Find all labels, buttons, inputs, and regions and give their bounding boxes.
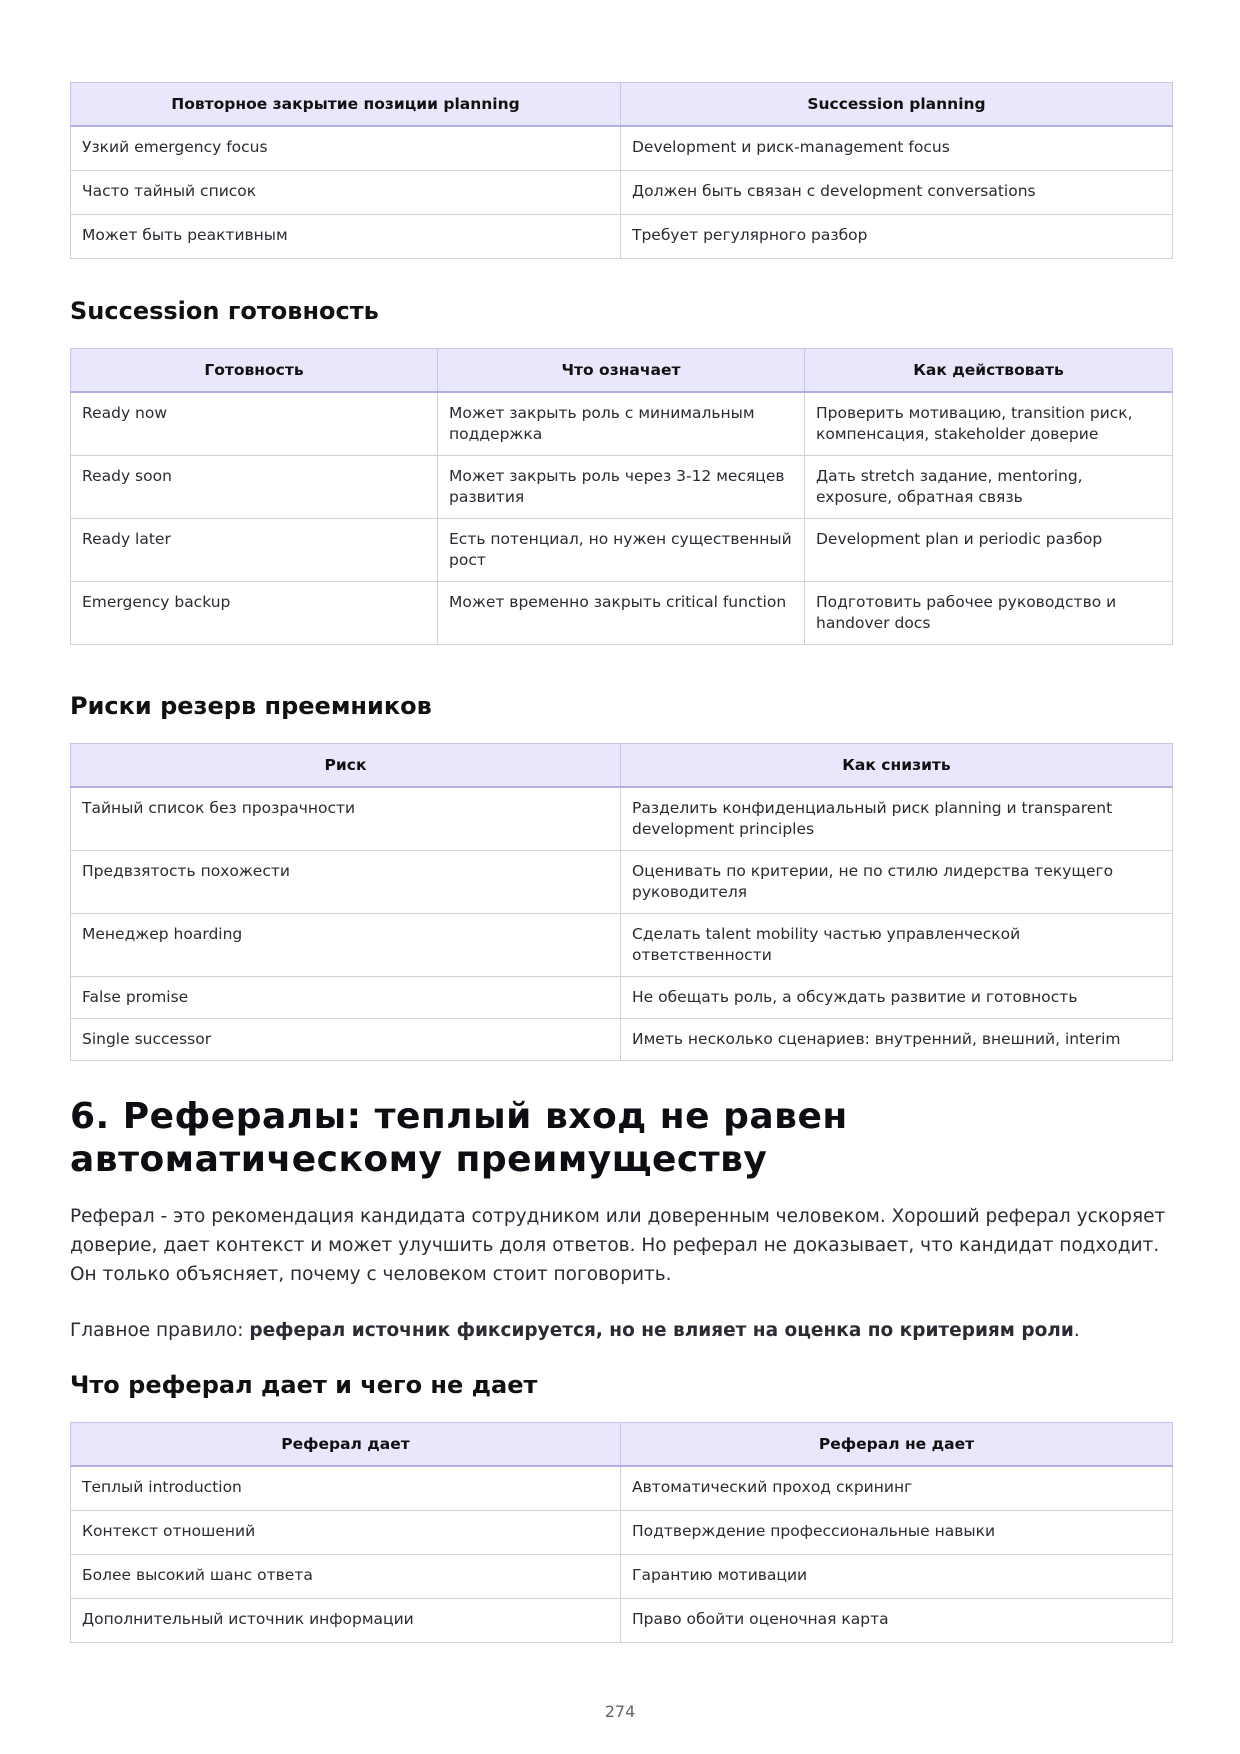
main-rule bbox=[70, 1316, 1172, 1345]
chapter-title-line1: 6. Рефералы: теплый вход не равен bbox=[70, 1096, 848, 1137]
table-cell: False promise bbox=[71, 977, 621, 1019]
table-cell: Подготовить рабочее руководство и handover docs bbox=[805, 582, 1173, 645]
table-cell: Менеджер hoarding bbox=[71, 914, 621, 977]
table-cell: Не обещать роль, а обсуждать развитие и готовность bbox=[621, 977, 1173, 1019]
table-cell: Ready later bbox=[71, 519, 438, 582]
comparison-table bbox=[70, 82, 1173, 259]
rule-suffix: . bbox=[1073, 1320, 1080, 1341]
table-row bbox=[71, 126, 1173, 171]
table-row bbox=[71, 1019, 1173, 1061]
section-heading: Succession готовность bbox=[70, 297, 379, 325]
table-cell: Проверить мотивацию, transition риск, компенсация, stakeholder доверие bbox=[805, 392, 1173, 456]
table-cell: Оценивать по критерии, не по стилю лидерства текущего руководителя bbox=[621, 851, 1173, 914]
table-header-row bbox=[71, 1423, 1173, 1467]
table-cell: Ready soon bbox=[71, 456, 438, 519]
table-header-row bbox=[71, 349, 1173, 393]
table-row bbox=[71, 1555, 1173, 1599]
table-row bbox=[71, 519, 1173, 582]
rule-bold: реферал источник фиксируется, но не влияет на оценка по критериям роли bbox=[249, 1320, 1074, 1341]
readiness-table bbox=[70, 348, 1173, 645]
table-cell: Часто тайный список bbox=[71, 171, 621, 215]
table-cell: Может временно закрыть critical function bbox=[438, 582, 805, 645]
table-header-cell: Что означает bbox=[438, 349, 805, 393]
table-cell: Теплый introduction bbox=[71, 1466, 621, 1511]
table-row bbox=[71, 392, 1173, 456]
table-row bbox=[71, 977, 1173, 1019]
table-cell: Более высокий шанс ответа bbox=[71, 1555, 621, 1599]
table-cell: Сделать talent mobility частью управленческой ответственности bbox=[621, 914, 1173, 977]
table-cell: Узкий emergency focus bbox=[71, 126, 621, 171]
table-header-cell: Как действовать bbox=[805, 349, 1173, 393]
table-row bbox=[71, 787, 1173, 851]
table-header-cell: Риск bbox=[71, 744, 621, 788]
table-header-row bbox=[71, 83, 1173, 127]
table-row bbox=[71, 582, 1173, 645]
table-row bbox=[71, 1599, 1173, 1643]
table-cell: Разделить конфиденциальный риск planning и transparent development principles bbox=[621, 787, 1173, 851]
table-cell: Право обойти оценочная карта bbox=[621, 1599, 1173, 1643]
table-header-row bbox=[71, 744, 1173, 788]
table-header-cell: Как снизить bbox=[621, 744, 1173, 788]
table-row bbox=[71, 1466, 1173, 1511]
table-cell: Требует регулярного разбор bbox=[621, 215, 1173, 259]
table-cell: Автоматический проход скрининг bbox=[621, 1466, 1173, 1511]
table-cell: Ready now bbox=[71, 392, 438, 456]
table-cell: Есть потенциал, но нужен существенный рост bbox=[438, 519, 805, 582]
risks-table bbox=[70, 743, 1173, 1061]
table-cell: Иметь несколько сценариев: внутренний, внешний, interim bbox=[621, 1019, 1173, 1061]
table-cell: Подтверждение профессиональные навыки bbox=[621, 1511, 1173, 1555]
table-cell: Может быть реактивным bbox=[71, 215, 621, 259]
table-row bbox=[71, 171, 1173, 215]
rule-prefix: Главное правило: bbox=[70, 1320, 250, 1341]
chapter-title bbox=[70, 1095, 1172, 1181]
table-cell: Тайный список без прозрачности bbox=[71, 787, 621, 851]
body-paragraph: Реферал - это рекомендация кандидата сотрудником или доверенным человеком. Хороший реферал ускоряет доверие, дает контекст и может улучшить доля ответов. Но реферал не доказывает, что кандидат подходит. Он только объясняет, почему с человеком стоит поговорить. bbox=[70, 1206, 1166, 1285]
table-row bbox=[71, 914, 1173, 977]
table-header-cell: Реферал дает bbox=[71, 1423, 621, 1467]
table-cell: Дать stretch задание, mentoring, exposure, обратная связь bbox=[805, 456, 1173, 519]
table-row bbox=[71, 215, 1173, 259]
section-heading: Риски резерв преемников bbox=[70, 692, 432, 720]
table-cell: Development и риск-management focus bbox=[621, 126, 1173, 171]
table-row bbox=[71, 851, 1173, 914]
section-heading: Что реферал дает и чего не дает bbox=[70, 1371, 538, 1399]
table-header-cell: Реферал не дает bbox=[621, 1423, 1173, 1467]
table-header-cell: Готовность bbox=[71, 349, 438, 393]
referral-table bbox=[70, 1422, 1173, 1643]
chapter-title-line2: автоматическому преимуществу bbox=[70, 1139, 768, 1180]
table-cell: Может закрыть роль через 3-12 месяцев развития bbox=[438, 456, 805, 519]
table-cell: Предвзятость похожести bbox=[71, 851, 621, 914]
table-cell: Emergency backup bbox=[71, 582, 438, 645]
table-cell: Может закрыть роль с минимальным поддержка bbox=[438, 392, 805, 456]
table-cell: Должен быть связан с development conversations bbox=[621, 171, 1173, 215]
table-row bbox=[71, 1511, 1173, 1555]
table-header-cell: Succession planning bbox=[621, 83, 1173, 127]
table-cell: Контекст отношений bbox=[71, 1511, 621, 1555]
table-cell: Single successor bbox=[71, 1019, 621, 1061]
table-cell: Development plan и periodic разбор bbox=[805, 519, 1173, 582]
table-row bbox=[71, 456, 1173, 519]
table-cell: Гарантию мотивации bbox=[621, 1555, 1173, 1599]
page-number: 274 bbox=[604, 1702, 636, 1721]
table-cell: Дополнительный источник информации bbox=[71, 1599, 621, 1643]
table-header-cell: Повторное закрытие позиции planning bbox=[71, 83, 621, 127]
